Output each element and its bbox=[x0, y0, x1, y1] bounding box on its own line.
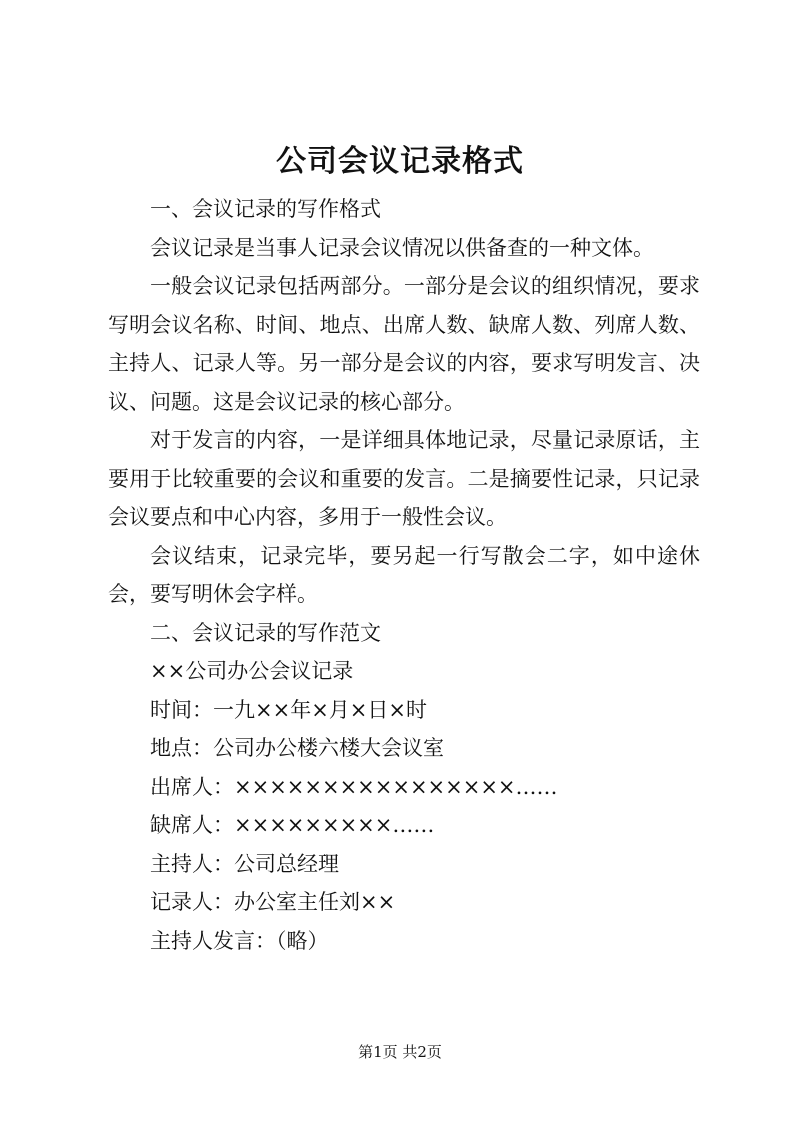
paragraph-meeting-end: 会议结束，记录完毕，要另起一行写散会二字，如中途休会，要写明休会字样。 bbox=[108, 543, 700, 606]
section-heading-example: 二、会议记录的写作范文 bbox=[150, 620, 381, 645]
paragraph-speech-content: 对于发言的内容，一是详细具体地记录，尽量记录原话，主要用于比较重要的会议和重要的发言。二是摘要性记录，只记录会议要点和中心内容，多用于一般性会议。 bbox=[108, 428, 700, 529]
example-host: 主持人：公司总经理 bbox=[150, 851, 339, 876]
example-attendees: 出席人：××××××××××××××××…… bbox=[150, 774, 558, 799]
example-location: 地点：公司办公楼六楼大会议室 bbox=[150, 736, 444, 760]
section-heading-format: 一、会议记录的写作格式 bbox=[150, 197, 381, 221]
example-host-speech: 主持人发言：（略） bbox=[150, 928, 329, 953]
document-title: 公司会议记录格式 bbox=[276, 144, 524, 179]
page-footer: 第1页 共2页 bbox=[358, 1043, 442, 1061]
example-title: ××公司办公会议记录 bbox=[150, 659, 354, 683]
example-time: 时间：一九××年×月×日×时 bbox=[150, 697, 427, 722]
example-recorder: 记录人：办公室主任刘×× bbox=[150, 890, 396, 914]
paragraph-components: 一般会议记录包括两部分。一部分是会议的组织情况，要求写明会议名称、时间、地点、出席人数、缺席人数、列席人数、主持人、记录人等。另一部分是会议的内容，要求写明发言、决议、问题。这是会议记录的核心部分。 bbox=[108, 274, 700, 414]
paragraph-definition: 会议记录是当事人记录会议情况以供备查的一种文体。 bbox=[150, 235, 654, 260]
document-body bbox=[108, 190, 700, 960]
example-absentees: 缺席人：×××××××××…… bbox=[150, 813, 435, 837]
